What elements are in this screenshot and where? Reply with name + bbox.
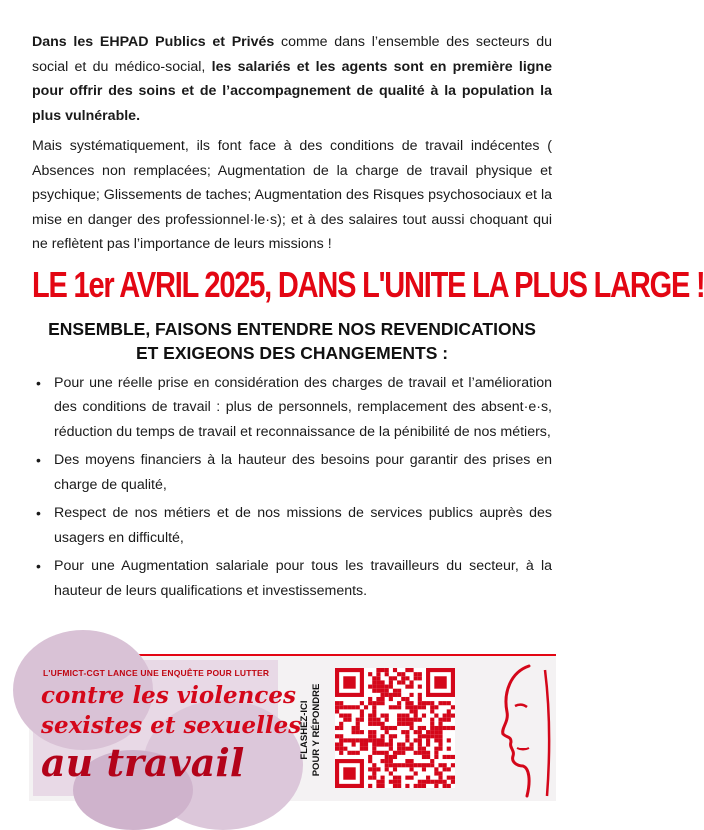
- list-item: [32, 371, 552, 445]
- subhead-line-2: ET EXIGEONS DES CHANGEMENTS :: [135, 342, 449, 363]
- list-item-text: Pour une réelle prise en considération des charges de travail et l’amélioration des conditions de travail : plus de personnels, remplacement des absent·e·s, réduction du temps de travail et reconnaissance de la pénibilité de nos métiers,: [54, 374, 552, 440]
- survey-banner: [29, 654, 556, 801]
- list-item: [32, 554, 552, 603]
- bullet-icon: •: [36, 505, 41, 521]
- flash-line-1: FLASHEZ-ICI: [299, 700, 310, 760]
- banner-script-line-2: sexistes et sexuelles: [41, 712, 302, 739]
- intro-text: comme dans l’ensemble des secteurs du social et du médico-social,: [32, 34, 553, 75]
- list-item-text: Pour une Augmentation salariale pour tous les travailleurs du secteur, à la hauteur de leurs qualifications et investissements.: [54, 558, 552, 599]
- flyer-body: [32, 30, 704, 607]
- subhead: [32, 317, 552, 365]
- demands-list: [32, 371, 552, 604]
- flash-instruction: [291, 668, 331, 792]
- qr-code[interactable]: [335, 668, 455, 788]
- list-item-text: Des moyens financiers à la hauteur des besoins pour garantir des prises en charge de qualité,: [54, 452, 552, 493]
- bullet-icon: •: [36, 374, 41, 391]
- list-item: [32, 448, 552, 497]
- qr-code-icon: [335, 668, 455, 788]
- list-item-text: Respect de nos métiers et de nos missions de services publics auprès des usagers en difficulté,: [54, 505, 552, 546]
- banner-script-line-1: contre les violences: [41, 682, 296, 709]
- face-outline-icon: [489, 662, 553, 798]
- bullet-icon: •: [36, 452, 41, 468]
- intro-paragraph-1: [32, 30, 552, 128]
- flash-text: [299, 684, 323, 777]
- subhead-line-1: ENSEMBLE, FAISONS ENTENDRE NOS REVENDICATIONS: [48, 318, 536, 339]
- banner-small-text: L'UFMICT-CGT LANCE UNE ENQUÊTE POUR LUTTER: [43, 668, 270, 678]
- intro-bold-first-line: les salariés et les agents sont en première ligne pour offrir des soins et de l’accompagnement de qualité à la population la plus vulnérable.: [32, 58, 552, 124]
- list-item: [32, 501, 552, 550]
- flash-line-2: POUR Y RÉPONDRE: [311, 683, 322, 777]
- intro-paragraph-2: Mais systématiquement, ils font face à des conditions de travail indécentes ( Absences non remplacées; Augmentation de la charge de travail physique et psychique; Glissements de taches; Augmentation des Risques psychosociaux et la mise en danger des professionnel·le·s); et à des salaires tout aussi choquant qui ne reflètent pas l’importance de leurs missions !: [32, 138, 552, 252]
- intro-bold-ehpad: Dans les EHPAD Publics et Privés: [32, 34, 275, 50]
- campaign-artwork: [33, 660, 302, 796]
- bullet-icon: •: [36, 558, 41, 574]
- banner-script-line-3: au travail: [41, 740, 245, 785]
- headline-date: LE 1er AVRIL 2025, DANS L'UNITE LA PLUS LARGE !: [32, 265, 704, 305]
